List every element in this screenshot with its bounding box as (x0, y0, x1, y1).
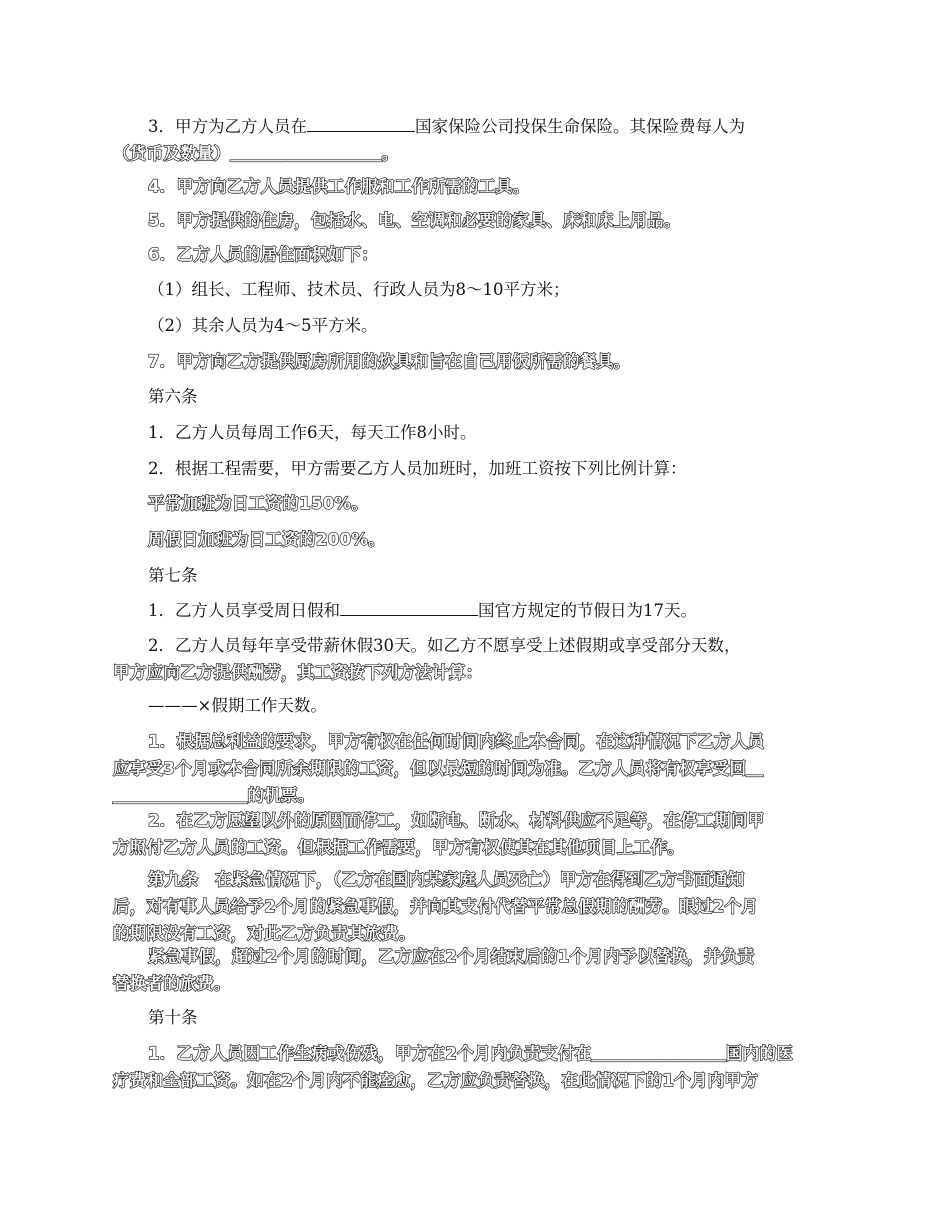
paragraph-5-4: 4．甲方向乙方人员提供工作服和工作所需的工具。 (148, 177, 530, 196)
article-9: 第九条 在紧急情况下，（乙方在国内某家庭人员死亡）甲方在得到乙方书面通知 (148, 870, 745, 889)
paragraph-5-3 (148, 112, 745, 141)
paragraph-8-2: 2．在乙方愿望以外的原因而停工，如断电、断水、材料供应不足等，在停工期间甲 (148, 811, 765, 830)
paragraph-10-1: 1．乙方人员因工作生病或伤残，甲方在2个月内负责支付在＿＿＿＿＿＿＿＿国内的医 (148, 1044, 794, 1063)
paragraph-5-5: 5．甲方提供的住房，包括水、电、空调和必要的家具、床和床上用品。 (148, 211, 681, 230)
paragraph-6-2-b: 周假日加班为日工资的200%。 (148, 530, 385, 549)
text: 1．乙方人员享受周日假和 (148, 601, 340, 620)
paragraph-6-1: 1．乙方人员每周工作6天，每天工作8小时。 (148, 423, 477, 442)
article-7-heading: 第七条 (148, 566, 198, 585)
paragraph-10-1-cont: 疗费和全部工资。如在2个月内不能痊愈，乙方应负责替换，在此情况下的1个月内甲方 (113, 1071, 759, 1090)
paragraph-8-1-cont: 应享受3个月或本合同所余期限的工资，但以最短的时间为准。乙方人员将有权享受回＿ (113, 759, 764, 778)
article-9-cont2: 的期限没有工资，对此乙方负责其旅费。 (113, 924, 416, 943)
article-9-cont: 后，对有事人员给予2个月的紧急事假，并向其支付代替平常总假期的酬劳。眼过2个月 (113, 897, 759, 916)
paragraph-5-6: 6．乙方人员的居住面积如下： (148, 245, 379, 264)
paragraph-5-7: 7．甲方向乙方提供厨房所用的炊具和旨在自己用饭所需的餐具。 (148, 352, 631, 371)
paragraph-6-2-a: 平常加班为日工资的150%。 (148, 494, 369, 513)
paragraph-8-2-cont: 方照付乙方人员的工资。但根据工作需要，甲方有权使其在其他项目上工作。 (113, 838, 685, 857)
paragraph-5-3-cont: （货币及数量）＿＿＿＿＿＿＿＿＿。 (113, 144, 399, 163)
paragraph-7-1 (148, 596, 697, 625)
paragraph-9-leave-cont: 替换者的旅费。 (113, 974, 231, 993)
text: 3．甲方为乙方人员在 (148, 117, 307, 136)
paragraph-7-2: 2．乙方人员每年享受带薪休假30天。如乙方不愿享受上述假期或享受部分天数， (148, 636, 741, 655)
paragraph-5-6-1: （1）组长、工程师、技术员、行政人员为8～10平方米； (148, 280, 570, 299)
text: 国官方规定的节假日为17天。 (478, 601, 697, 620)
paragraph-9-leave: 紧急事假，超过2个月的时间，乙方应在2个月结束后的1个月内予以替换，并负责 (148, 947, 755, 966)
paragraph-8-1-cont2: ＿＿＿＿＿＿＿＿的机票。 (113, 786, 315, 805)
fill-blank (307, 117, 415, 132)
fill-blank (340, 601, 478, 616)
article-10-heading: 第十条 (148, 1008, 198, 1027)
paragraph-8-1: 1．根据总利益的要求，甲方有权在任何时间内终止本合同，在这种情况下乙方人员 (148, 732, 765, 751)
text: 国家保险公司投保生命保险。其保险费每人为 (415, 117, 745, 136)
paragraph-7-2-cont: 甲方应向乙方提供酬劳，其工资按下列方法计算： (113, 663, 483, 682)
article-6-heading: 第六条 (148, 387, 198, 406)
paragraph-7-formula: ———×假期工作天数。 (148, 696, 327, 715)
paragraph-5-6-2: （2）其余人员为4～5平方米。 (148, 316, 378, 335)
paragraph-6-2: 2．根据工程需要，甲方需要乙方人员加班时，加班工资按下列比例计算： (148, 459, 687, 478)
